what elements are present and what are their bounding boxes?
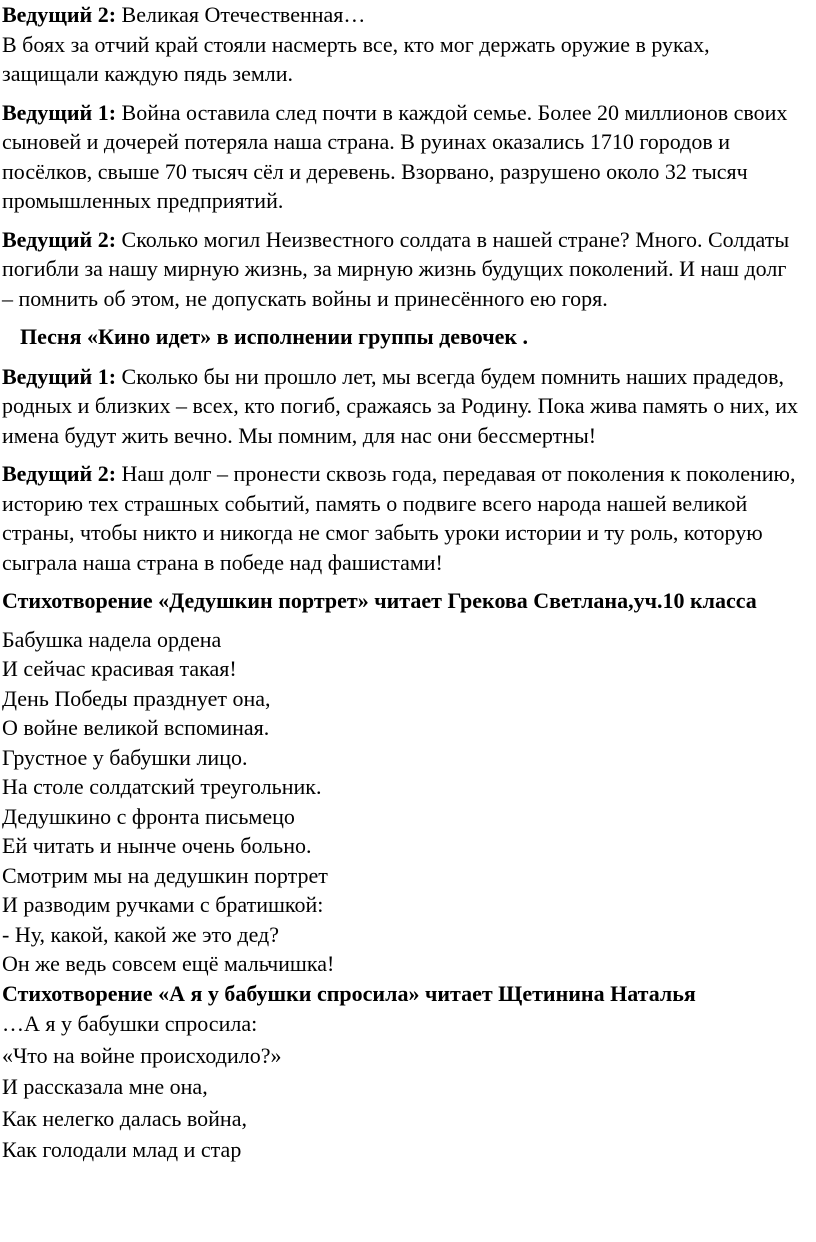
poem-line: Ей читать и нынче очень больно.	[2, 833, 312, 858]
poem-line: И рассказала мне она,	[2, 1074, 208, 1099]
paragraph-host2-graves	[2, 225, 802, 314]
paragraph-text: Война оставила след почти в каждой семье. Более 20 миллионов своих сыновей и дочерей потеряла наша страна. В руинах оказались 1710 городов и посёлков, свыше 70 тысяч сёл и деревень. Взорвано, разрушено около 32 тысяч промышленных предприятий.	[2, 99, 788, 213]
speaker-label: Ведущий 2:	[2, 226, 117, 252]
speaker-label: Ведущий 2:	[2, 461, 117, 486]
poem-line: Смотрим мы на дедушкин портрет	[2, 862, 328, 888]
paragraph-text: Наш долг – пронести сквозь года, передавая от поколения к поколению, историю тех страшных событий, память о подвиге всего народа нашей великой страны, чтобы никто и никогда не смог забыть уроки истории и ту роль, которую сыграла наша страна в победе над фашистами!	[2, 461, 796, 575]
poem1-heading: Стихотворение «Дедушкин портрет» читает Грекова Светлана,уч.10 класса	[2, 588, 757, 613]
paragraph-host1-war	[2, 98, 802, 216]
speaker-label: Ведущий 1:	[2, 99, 117, 125]
poem2-heading: Стихотворение «А я у бабушки спросила» читает Щетинина Наталья	[2, 980, 696, 1006]
paragraph-text: Сколько могил Неизвестного солдата в нашей стране? Много. Солдаты погибли за нашу мирную жизнь, за мирную жизнь будущих поколений. И наш долг – помнить об этом, не допускать войны и принесённого ею горя.	[2, 226, 790, 311]
poem-line: Как нелегко далась война,	[2, 1105, 247, 1131]
poem-line: Бабушка надела ордена	[2, 626, 222, 652]
speaker-label: Ведущий 1:	[2, 363, 117, 389]
paragraph-host2-duty	[2, 459, 802, 577]
poem-line: «Что на войне происходило?»	[2, 1042, 282, 1068]
poem-line: И разводим ручками с братишкой:	[2, 892, 324, 917]
poem-line: Как голодали млад и стар	[2, 1137, 242, 1162]
poem-line: - Ну, какой, какой же это дед?	[2, 921, 280, 947]
poem2-body	[2, 1008, 802, 1166]
poem-line: И сейчас красивая такая!	[2, 656, 237, 681]
poem-line: …А я у бабушки спросила:	[2, 1011, 258, 1036]
speaker-label: Ведущий 2:	[2, 2, 117, 27]
poem-line: Он же ведь совсем ещё мальчишка!	[2, 951, 335, 976]
poem-line: Дедушкино с фронта письмецо	[2, 803, 295, 829]
poem-line: На столе солдатский треугольник.	[2, 774, 322, 799]
paragraph-text: Великая Отечественная…	[116, 2, 366, 27]
poem-line: Грустное у бабушки лицо.	[2, 744, 248, 770]
poem-line: О войне великой вспоминая.	[2, 715, 270, 740]
paragraph-host1-memory	[2, 362, 802, 451]
paragraph-text: В боях за отчий край стояли насмерть все, кто мог держать оружие в руках, защищали каждую пядь земли.	[2, 31, 710, 86]
poem-line: День Победы празднует она,	[2, 685, 271, 711]
paragraph-host2-intro	[2, 0, 802, 89]
poem1-body	[2, 625, 802, 979]
paragraph-text: Сколько бы ни прошло лет, мы всегда будем помнить наших прадедов, родных и близких – всех, кто погиб, сражаясь за Родину. Пока жива память о них, их имена будут жить вечно. Мы помним, для нас они бессмертны!	[2, 363, 799, 448]
song-announcement: Песня «Кино идет» в исполнении группы девочек .	[20, 324, 529, 349]
